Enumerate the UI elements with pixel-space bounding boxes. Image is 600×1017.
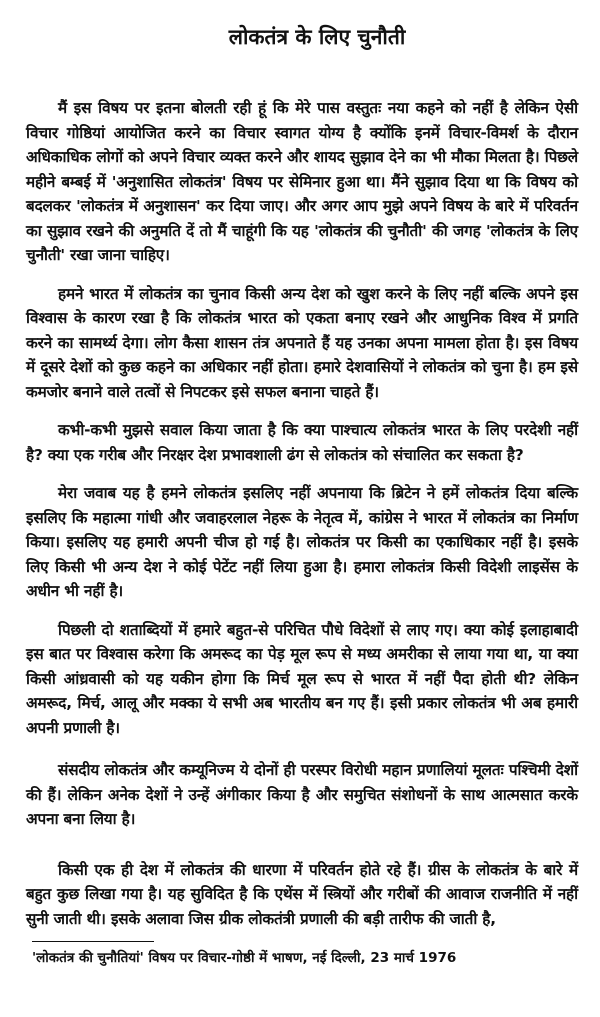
footnote-divider xyxy=(32,941,154,942)
footnote: 'लोकतंत्र की चुनौतियां' विषय पर विचार-गोष्ठी में भाषण, नई दिल्ली, 23 मार्च 1976 xyxy=(32,950,457,966)
paragraph-2: हमने भारत में लोकतंत्र का चुनाव किसी अन्य देश को खुश करने के लिए नहीं बल्कि अपने इस विश्वास के कारण रखा है कि लोकतंत्र भारत को एकता बनाए रखने और आधुनिक विश्व में प्रगति करने का सामर्थ्य देगा। लोग कैसा शासन तंत्र अपनाते हैं यह उनका अपना मामला होता है। इस विषय में दूसरे देशों को कुछ कहने का अधिकार नहीं होता। हमारे देशवासियों ने लोकतंत्र को चुना है। हम इसे कमजोर बनाने वाले तत्वों से निपटकर इसे सफल बनाना चाहते हैं। xyxy=(26,284,578,401)
document-page xyxy=(26,0,578,931)
paragraph-5: पिछली दो शताब्दियों में हमारे बहुत-से परिचित पौधे विदेशों से लाए गए। क्या कोई इलाहाबादी इस बात पर विश्वास करेगा कि अमरूद का पेड़ मूल रूप से मध्य अमरीका से लाया गया था, या क्या किसी आंध्रवासी को यह यकीन होगा कि मिर्च मूल रूप से भारत में नहीं पैदा होती थी? लेकिन अमरूद, मिर्च, आलू और मक्का ये सभी अब भारतीय बन गए हैं। इसी प्रकार लोकतंत्र भी अब हमारी अपनी प्रणाली है। xyxy=(26,620,578,737)
paragraph-3: कभी-कभी मुझसे सवाल किया जाता है कि क्या पाश्चात्य लोकतंत्र भारत के लिए परदेशी नहीं है? क्या एक गरीब और निरक्षर देश प्रभावशाली ढंग से लोकतंत्र को संचालित कर सकता है? xyxy=(26,421,578,464)
paragraph-1: मैं इस विषय पर इतना बोलती रही हूं कि मेरे पास वस्तुतः नया कहने को नहीं है लेकिन ऐसी विचार गोष्ठियां आयोजित करने का विचार स्वागत योग्य है क्योंकि इनमें विचार-विमर्श के दौरान अधिकाधिक लोगों को अपने विचार व्यक्त करने और शायद सुझाव देने का भी मौका मिलता है। पिछले महीने बम्बई में 'अनुशासित लोकतंत्र' विषय पर सेमिनार हुआ था। मैंने सुझाव दिया था कि विषय को बदलकर 'लोकतंत्र में अनुशासन' कर दिया जाए। और अगर आप मुझे अपने विषय के बारे में परिवर्तन का सुझाव रखने की अनुमति दें तो मैं चाहूंगी कि यह 'लोकतंत्र की चुनौती' की जगह 'लोकतंत्र के लिए चुनौती' रखा जाना चाहिए। xyxy=(26,99,578,264)
paragraph-7: किसी एक ही देश में लोकतंत्र की धारणा में परिवर्तन होते रहे हैं। ग्रीस के लोकतंत्र के बारे में बहुत कुछ लिखा गया है। यह सुविदित है कि एथेंस में स्त्रियों और गरीबों की आवाज राजनीति में नहीं सुनी जाती थी। इसके अलावा जिस ग्रीक लोकतंत्री प्रणाली की बड़ी तारीफ की जाती है, xyxy=(26,860,578,928)
paragraph-6: संसदीय लोकतंत्र और कम्यूनिज्म ये दोनों ही परस्पर विरोधी महान प्रणालियां मूलतः पश्चिमी देशों की हैं। लेकिन अनेक देशों ने उन्हें अंगीकार किया है और समुचित संशोधनों के साथ आत्मसात करके अपना बना लिया है। xyxy=(26,761,578,828)
page-title: लोकतंत्र के लिए चुनौती xyxy=(228,25,406,49)
paragraph-4: मेरा जवाब यह है हमने लोकतंत्र इसलिए नहीं अपनाया कि ब्रिटेन ने हमें लोकतंत्र दिया बल्कि इसलिए कि महात्मा गांधी और जवाहरलाल नेहरू के नेतृत्व में, कांग्रेस ने भारत में लोकतंत्र का निर्माण किया। इसलिए यह हमारी अपनी चीज हो गई है। लोकतंत्र पर किसी का एकाधिकार नहीं है। इसके लिए किसी भी अन्य देश ने कोई पेटेंट नहीं लिया हुआ है। हमारा लोकतंत्र किसी विदेशी लाइसेंस के अधीन भी नहीं है। xyxy=(26,484,578,600)
